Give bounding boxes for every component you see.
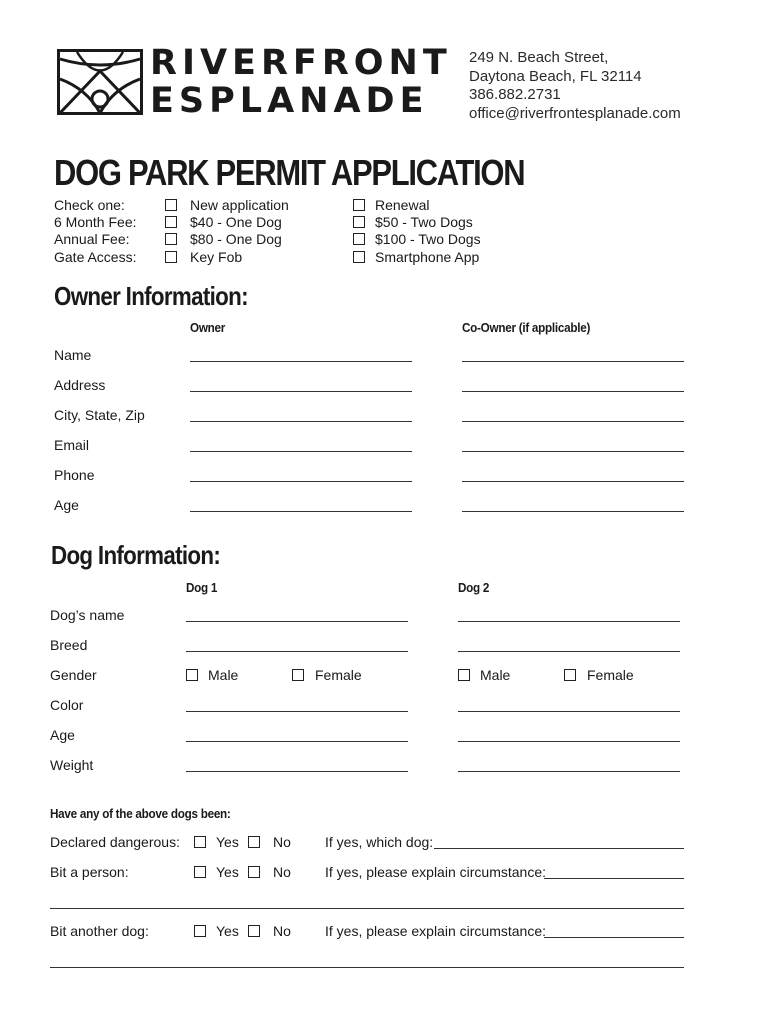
brand-line-2: ESPLANADE (150, 81, 429, 121)
owner-input-line[interactable] (190, 451, 412, 452)
option-label: Key Fob (190, 249, 243, 265)
history-question-label: Bit a person: (50, 864, 129, 880)
logo-mark (57, 49, 143, 115)
checkbox[interactable] (165, 251, 177, 263)
owner-field-label: City, State, Zip (54, 407, 145, 423)
owner-section-heading: Owner Information: (54, 281, 248, 311)
no-label: No (273, 864, 291, 880)
dog2-input-line[interactable] (458, 711, 680, 712)
dog1-input-line[interactable] (186, 621, 408, 622)
co-owner-input-line[interactable] (462, 361, 684, 362)
logo-mark-svg (57, 49, 143, 115)
dog1-female-label: Female (315, 667, 362, 683)
option-label: $80 - One Dog (190, 231, 282, 247)
dog1-male-checkbox[interactable] (186, 669, 198, 681)
option-label: $50 - Two Dogs (375, 214, 473, 230)
no-label: No (273, 834, 291, 850)
owner-column-header: Owner (190, 320, 226, 335)
co-owner-input-line[interactable] (462, 481, 684, 482)
no-checkbox[interactable] (248, 925, 260, 937)
dog1-input-line[interactable] (186, 711, 408, 712)
co-owner-input-line[interactable] (462, 451, 684, 452)
dog2-input-line[interactable] (458, 651, 680, 652)
dog2-male-label: Male (480, 667, 511, 683)
brand-name (150, 44, 452, 120)
history-heading: Have any of the above dogs been: (50, 806, 231, 821)
owner-input-line[interactable] (190, 421, 412, 422)
explanation-input-line[interactable] (50, 908, 684, 909)
dog2-input-line[interactable] (458, 621, 680, 622)
owner-input-line[interactable] (190, 361, 412, 362)
check-row-label: Gate Access: (54, 249, 137, 265)
checkbox[interactable] (353, 233, 365, 245)
page-title: DOG PARK PERMIT APPLICATION (54, 152, 525, 193)
dog-field-label: Gender (50, 667, 97, 683)
dog2-input-line[interactable] (458, 741, 680, 742)
history-question-label: Declared dangerous: (50, 834, 180, 850)
co-owner-input-line[interactable] (462, 511, 684, 512)
dog-field-label: Age (50, 727, 75, 743)
yes-checkbox[interactable] (194, 866, 206, 878)
check-row-label: 6 Month Fee: (54, 214, 137, 230)
followup-label: If yes, please explain circumstance: (325, 864, 546, 880)
dog-section-heading: Dog Information: (51, 540, 221, 570)
check-row-label: Check one: (54, 197, 125, 213)
dog-field-label: Weight (50, 757, 94, 773)
dog1-column-header: Dog 1 (186, 580, 218, 595)
dog1-input-line[interactable] (186, 741, 408, 742)
dog1-input-line[interactable] (186, 771, 408, 772)
dog-field-label: Breed (50, 637, 88, 653)
followup-input-line[interactable] (434, 848, 684, 849)
no-checkbox[interactable] (248, 866, 260, 878)
followup-label: If yes, which dog: (325, 834, 434, 850)
owner-field-label: Name (54, 347, 92, 363)
yes-label: Yes (216, 834, 239, 850)
checkbox[interactable] (353, 251, 365, 263)
no-checkbox[interactable] (248, 836, 260, 848)
dog2-male-checkbox[interactable] (458, 669, 470, 681)
no-label: No (273, 923, 291, 939)
owner-input-line[interactable] (190, 391, 412, 392)
contact-email: office@riverfrontesplanade.com (469, 104, 681, 122)
owner-field-label: Age (54, 497, 79, 513)
checkbox[interactable] (353, 216, 365, 228)
dog1-male-label: Male (208, 667, 239, 683)
history-question-label: Bit another dog: (50, 923, 149, 939)
dog-field-label: Color (50, 697, 84, 713)
owner-input-line[interactable] (190, 481, 412, 482)
yes-checkbox[interactable] (194, 925, 206, 937)
checkbox[interactable] (165, 199, 177, 211)
co-owner-input-line[interactable] (462, 391, 684, 392)
yes-label: Yes (216, 923, 239, 939)
followup-input-line[interactable] (544, 937, 684, 938)
dog2-female-label: Female (587, 667, 634, 683)
dog2-column-header: Dog 2 (458, 580, 490, 595)
yes-checkbox[interactable] (194, 836, 206, 848)
option-label: Renewal (375, 197, 430, 213)
explanation-input-line[interactable] (50, 967, 684, 968)
brand-line-1: RIVERFRONT (150, 43, 452, 83)
followup-input-line[interactable] (544, 878, 684, 879)
checkbox[interactable] (165, 233, 177, 245)
dog2-input-line[interactable] (458, 771, 680, 772)
contact-block (469, 49, 681, 123)
owner-field-label: Email (54, 437, 90, 453)
option-label: Smartphone App (375, 249, 480, 265)
checkbox[interactable] (353, 199, 365, 211)
co-owner-input-line[interactable] (462, 421, 684, 422)
address-city: Daytona Beach, FL 32114 (469, 67, 642, 85)
owner-field-label: Phone (54, 467, 95, 483)
check-row-label: Annual Fee: (54, 231, 130, 247)
dog1-input-line[interactable] (186, 651, 408, 652)
contact-phone: 386.882.2731 (469, 86, 561, 103)
dog1-female-checkbox[interactable] (292, 669, 304, 681)
owner-field-label: Address (54, 377, 106, 393)
dog2-female-checkbox[interactable] (564, 669, 576, 681)
followup-label: If yes, please explain circumstance: (325, 923, 546, 939)
option-label: New application (190, 197, 289, 213)
yes-label: Yes (216, 864, 239, 880)
option-label: $40 - One Dog (190, 214, 282, 230)
checkbox[interactable] (165, 216, 177, 228)
dog-field-label: Dog’s name (50, 607, 125, 623)
owner-input-line[interactable] (190, 511, 412, 512)
address-street: 249 N. Beach Street, (469, 49, 609, 66)
option-label: $100 - Two Dogs (375, 231, 481, 247)
co-owner-column-header: Co-Owner (if applicable) (462, 320, 591, 335)
